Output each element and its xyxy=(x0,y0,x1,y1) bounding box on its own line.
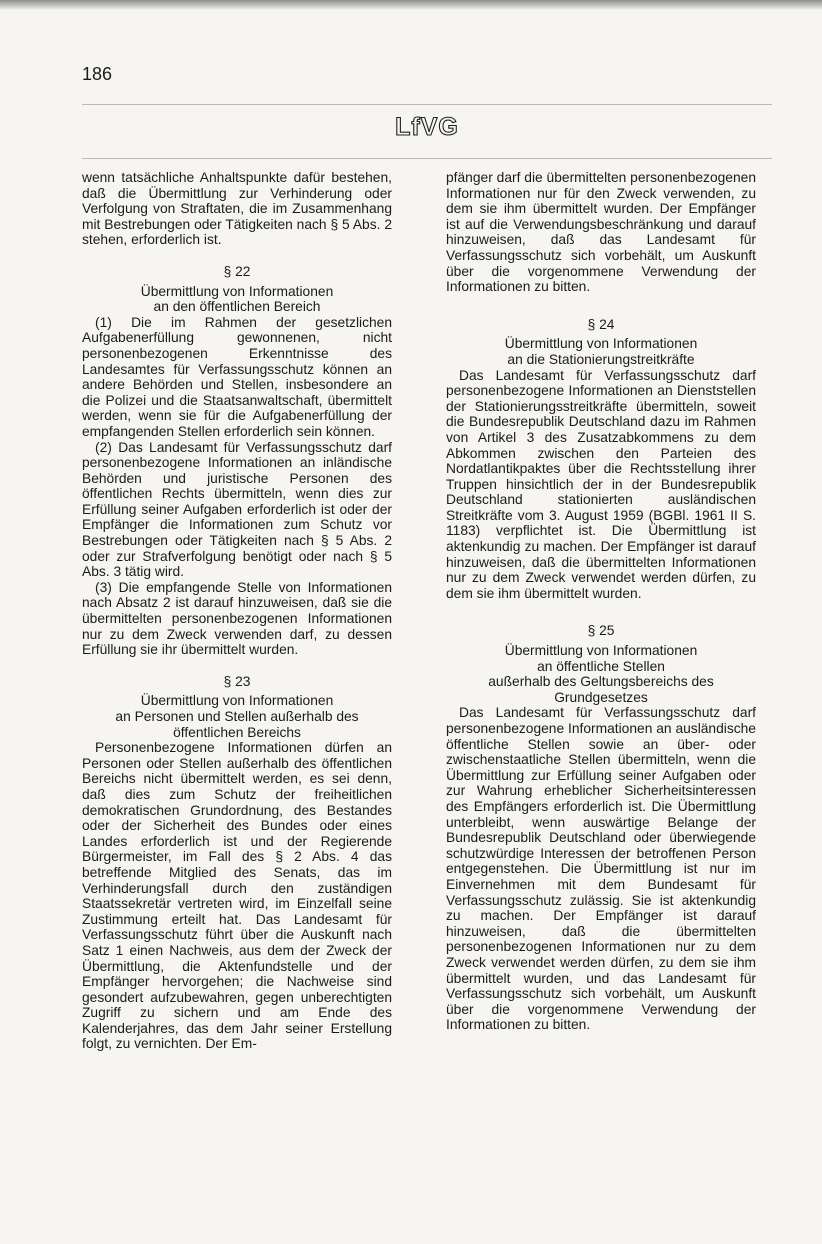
section-heading-24 xyxy=(446,317,756,368)
section-title: an die Stationierungstreitkräfte xyxy=(507,351,695,367)
section-heading-23 xyxy=(82,674,392,740)
section-heading-25 xyxy=(446,623,756,705)
section-heading-22 xyxy=(82,264,392,315)
section-title: außerhalb des Geltungsbereichs des xyxy=(488,674,714,690)
section-number: § 24 xyxy=(587,316,615,332)
header-rule-bottom xyxy=(82,158,772,159)
right-column xyxy=(446,170,756,1033)
section-number: § 23 xyxy=(223,673,251,689)
paragraph: (2) Das Landesamt für Verfassungsschutz darf personenbezogene Informationen an inländische Behörden und juristische Personen des öffentlichen Rechts übermitteln, wenn dies zur Erfüllung seiner Aufgaben erforderlich ist oder der Empfänger die Informationen zum Schutz vor Bestrebungen oder Tätigkeiten nach § 5 Abs. 2 oder zur Strafverfolgung benötigt oder nach § 5 Abs. 3 tätig wird. xyxy=(82,439,392,580)
paragraph: (1) Die im Rahmen der gesetzlichen Aufgabenerfüllung gewonnenen, nicht personenbezogenen Erkenntnisse des Landesamtes für Verfassungsschutz können an andere Behörden und Stellen, insbesondere an die Polizei und die Staatsanwaltschaft, übermittelt werden, wenn sie für die Aufgabenerfüllung der empfangenden Stellen erforderlich sein können. xyxy=(82,314,392,439)
section-title: an Personen und Stellen außerhalb des xyxy=(115,709,359,724)
running-head xyxy=(82,113,772,142)
section-title: Grundgesetzes xyxy=(554,689,648,705)
section-title: an öffentliche Stellen xyxy=(537,658,665,674)
running-head-label: LfVG xyxy=(395,113,459,141)
section-title: Übermittlung von Informationen xyxy=(140,283,334,299)
continuation-paragraph: wenn tatsächliche Anhaltspunkte dafür bestehen, daß die Übermittlung zur Verhinderung oder Verfolgung von Straftaten, die im Zusammenhang mit Bestrebungen oder Tätigkeiten nach § 5 Abs. 2 stehen, erforderlich ist. xyxy=(82,170,392,248)
paragraph: Personenbezogene Informationen dürfen an Personen oder Stellen außerhalb des öffentlichen Bereichs nicht übermittelt werden, es sei denn, daß dies zum Schutz der freiheitlichen demokratischen Grundordnung, des Bestandes oder der Sicherheit des Bundes oder eines Landes erforderlich ist und der Regierende Bürgermeister, im Fall des § 2 Abs. 4 das betreffende Mitglied des Senats, das im Verhinderungsfall durch den zuständigen Staatssekretär vertreten wird, im Einzelfall seine Zustimmung erteilt hat. Das Landesamt für Verfassungsschutz führt über die Auskunft nach Satz 1 einen Nachweis, aus dem der Zweck der Übermittlung, die Aktenfundstelle und der Empfänger hervorgehen; die Nachweise sind gesondert aufzubewahren, gegen unberechtigten Zugriff zu sichern und am Ende des Kalenderjahres, das dem Jahr seiner Erstellung folgt, zu vernichten. Der Em- xyxy=(82,740,392,1052)
section-title: Übermittlung von Informationen xyxy=(140,693,334,709)
section-title: an den öffentlichen Bereich xyxy=(153,299,321,315)
paragraph: (3) Die empfangende Stelle von Informationen nach Absatz 2 ist darauf hinzuweisen, daß sie die übermittelten personenbezogenen Informationen nur zu dem Zweck verwenden darf, zu dessen Erfüllung sie ihr übermittelt wurden. xyxy=(82,579,392,658)
page-top-edge xyxy=(0,0,822,10)
page-number: 186 xyxy=(82,64,113,84)
section-title: Übermittlung von Informationen xyxy=(504,643,698,659)
paragraph: Das Landesamt für Verfassungsschutz darf personenbezogene Informationen an Dienststellen der Stationierungsstreitkräfte übermitteln, soweit die Bundesrepublik Deutschland dazu im Rahmen von Artikel 3 des Zusatzabkommens zu dem Abkommen zwischen den Parteien des Nordatlantikpaktes über die Rechtsstellung ihrer Truppen hinsichtlich der in der Bundesrepublik Deutschland stationierten ausländischen Streitkräfte vom 3. August 1959 (BGBl. 1961 II S. 1183) verpflichtet ist. Die Übermittlung ist aktenkundig zu machen. Der Empfänger ist darauf hinzuweisen, daß die übermittelten Informationen nur zu dem Zweck verwendet werden dürfen, zu dem sie ihm übermittelt wurden. xyxy=(446,367,756,601)
left-column xyxy=(82,170,392,1052)
paragraph: Das Landesamt für Verfassungsschutz darf personenbezogene Informationen an ausländische öffentliche Stellen sowie an über- oder zwischenstaatliche Stellen übermitteln, wenn die Übermittlung zur Erfüllung seiner Aufgaben oder zur Wahrung erheblicher Sicherheitsinteressen des Empfängers erforderlich ist. Die Übermittlung unterbleibt, wenn auswärtige Belange der Bundesrepublik Deutschland oder überwiegende schutzwürdige Interessen der betroffenen Person entgegenstehen. Die Übermittlung ist nur im Einvernehmen mit dem Bundesamt für Verfassungsschutz zulässig. Sie ist aktenkundig zu machen. Der Empfänger ist darauf hinzuweisen, daß die übermittelten personenbezogenen Informationen nur zu dem Zweck verwendet werden dürfen, zu dem sie ihm übermittelt wurden, und das Landesamt für Verfassungsschutz sich vorbehält, um Auskunft über die vorgenommene Verwendung der Informationen zu bitten. xyxy=(446,705,756,1033)
continuation-paragraph: pfänger darf die übermittelten personenbezogenen Informationen nur für den Zweck verwenden, zu dem sie ihm übermittelt wurden. Der Empfänger ist auf die Verwendungsbeschränkung und darauf hinzuweisen, daß das Landesamt für Verfassungsschutz sich vorbehält, um Auskunft über die vorgenommene Verwendung der Informationen zu bitten. xyxy=(446,170,756,295)
section-title: Übermittlung von Informationen xyxy=(504,336,698,352)
header-rule-top xyxy=(82,104,772,105)
section-number: § 22 xyxy=(223,263,251,279)
section-number: § 25 xyxy=(587,623,615,639)
section-title: öffentlichen Bereichs xyxy=(173,724,301,740)
